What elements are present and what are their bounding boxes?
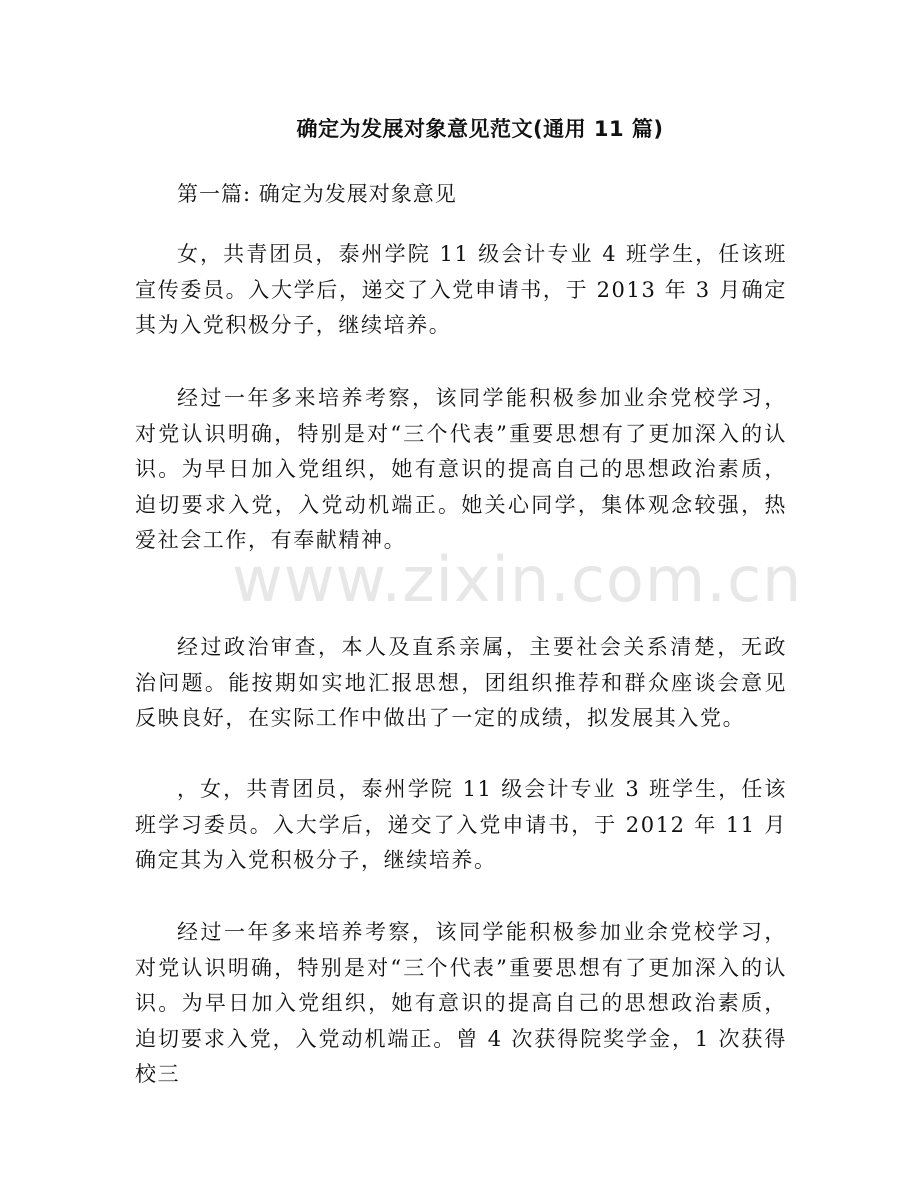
section-heading: 第一篇: 确定为发展对象意见 (177, 182, 457, 206)
paragraph-5: 经过一年多来培养考察，该同学能积极参加业余党校学习，对党认识明确，特别是对“三个代表”重要思想有了更加深入的认识。为早日加入党组织，她有意识的提高自己的思想政治素质，迫切要求入党，入党动机端正。曾 4 次获得院奖学金，1 次获得校三 (135, 920, 787, 1086)
paragraph-1: 女，共青团员，泰州学院 11 级会计专业 4 班学生，任该班宣传委员。入大学后，递交了入党申请书，于 2013 年 3 月确定其为入党积极分子，继续培养。 (135, 242, 787, 337)
paragraph-4: ，女，共青团员，泰州学院 11 级会计专业 3 班学生，任该班学习委员。入大学后，递交了入党申请书，于 2012 年 11 月确定其为入党积极分子，继续培养。 (135, 777, 787, 872)
paragraph-2: 经过一年多来培养考察，该同学能积极参加业余党校学习，对党认识明确，特别是对“三个代表”重要思想有了更加深入的认识。为早日加入党组织，她有意识的提高自己的思想政治素质，迫切要求入党，入党动机端正。她关心同学，集体观念较强，热爱社会工作，有奉献精神。 (135, 386, 787, 552)
site-watermark: www.zixin.com.cn (232, 543, 803, 616)
paragraph-3: 经过政治审查，本人及直系亲属，主要社会关系清楚，无政治问题。能按期如实地汇报思想，团组织推荐和群众座谈会意见反映良好，在实际工作中做出了一定的成绩，拟发展其入党。 (135, 635, 787, 730)
document-title: 确定为发展对象意见范文(通用 11 篇) (296, 117, 664, 141)
